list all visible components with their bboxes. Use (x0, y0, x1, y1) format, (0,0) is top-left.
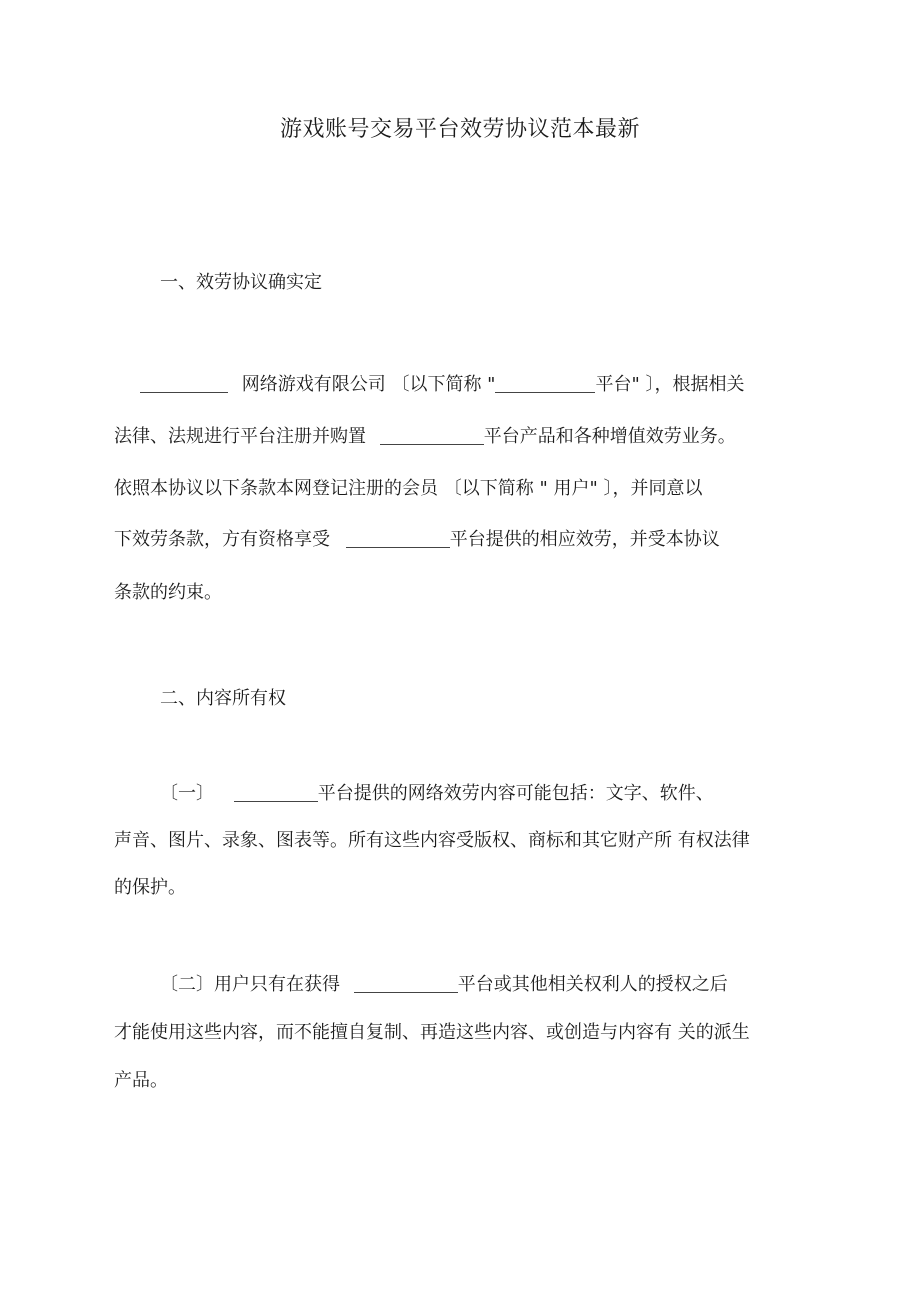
text-span: 平台提供的网络效劳内容可能包括：文字、软件、 (317, 783, 714, 804)
fill-blank (234, 783, 318, 802)
fill-blank (380, 426, 484, 445)
fill-blank (140, 374, 228, 393)
section-heading-2: 二、内容所有权 (160, 688, 286, 709)
paragraph-line (140, 373, 744, 397)
document-title: 游戏账号交易平台效劳协议范本最新 (279, 117, 640, 142)
text-span: 平台产品和各种增值效劳业务。 (483, 426, 736, 447)
paragraph-line (160, 782, 714, 806)
text-span: 网络游戏有限公司 〔以下简称 " (241, 374, 496, 395)
paragraph-line: 声音、图片、录象、图表等。所有这些内容受版权、商标和其它财产所 有权法律 (114, 830, 750, 851)
paragraph-line (114, 425, 736, 449)
fill-blank (495, 374, 595, 393)
fill-blank (354, 974, 458, 993)
section-heading-1: 一、效劳协议确实定 (160, 272, 322, 293)
text-span: 平台" 〕，根据相关 (595, 374, 745, 395)
fill-blank (346, 529, 450, 548)
paragraph-line (160, 973, 728, 997)
text-span: 平台或其他相关权利人的授权之后 (457, 974, 728, 995)
paragraph-line (114, 528, 720, 552)
paragraph-line: 产品。 (114, 1070, 168, 1091)
text-span: 〔二〕用户只有在获得 (160, 974, 340, 995)
paragraph-line: 才能使用这些内容，而不能擅自复制、再造这些内容、或创造与内容有 关的派生 (114, 1022, 750, 1043)
paragraph-line: 条款的约束。 (114, 582, 222, 603)
text-span: 平台提供的相应效劳，并受本协议 (449, 529, 720, 550)
paragraph-line: 的保护。 (114, 877, 186, 898)
paragraph-line: 依照本协议以下条款本网登记注册的会员 〔以下简称 " 用户" 〕，并同意以 (114, 478, 703, 499)
text-span: 下效劳条款，方有资格享受 (114, 529, 330, 550)
text-span: 法律、法规进行平台注册并购置 (114, 426, 366, 447)
text-span: 〔一〕 (160, 783, 214, 804)
